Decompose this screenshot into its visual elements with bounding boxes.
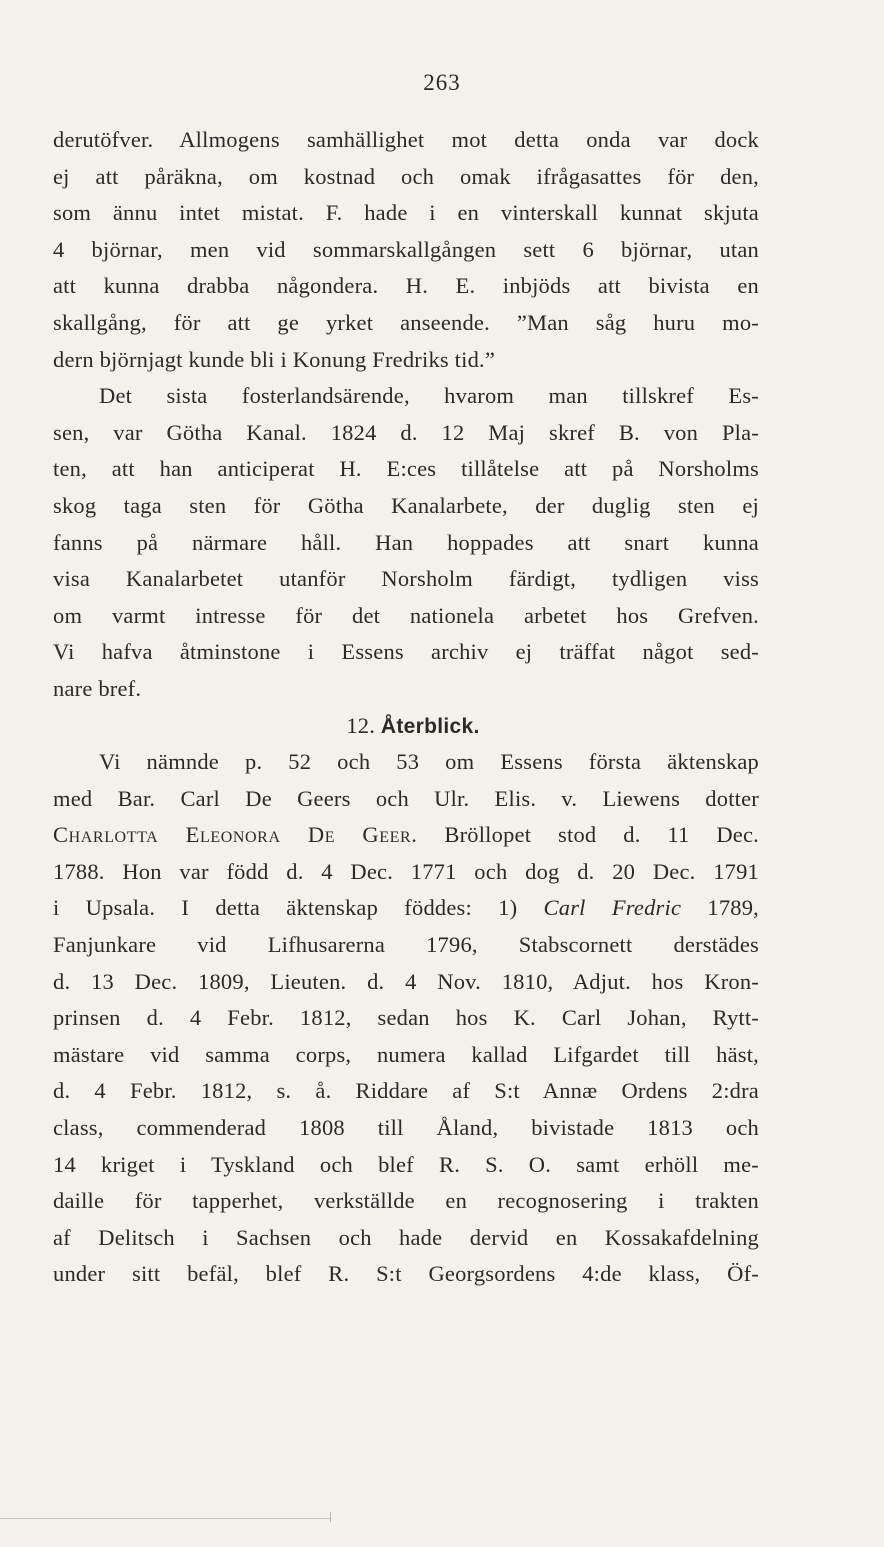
- text-line: 1788. Hon var född d. 4 Dec. 1771 och dog d. 20 Dec. 1791: [53, 858, 759, 884]
- text-line: dern björnjagt kunde bli i Konung Fredriks tid.”: [53, 346, 496, 372]
- text-line: skog taga sten för Götha Kanalarbete, der duglig sten ej: [53, 492, 759, 518]
- text-line: 14 kriget i Tyskland och blef R. S. O. samt erhöll me-: [53, 1151, 759, 1177]
- text-line: Det sista fosterlandsärende, hvarom man tillskref Es-: [99, 383, 759, 409]
- text-line: ej att påräkna, om kostnad och omak ifrågasattes för den,: [53, 163, 759, 189]
- text-line: d. 13 Dec. 1809, Lieuten. d. 4 Nov. 1810, Adjut. hos Kron-: [53, 968, 759, 994]
- text-line: med Bar. Carl De Geers och Ulr. Elis. v. Liewens dotter: [53, 785, 759, 811]
- text-line: derutöfver. Allmogens samhällighet mot detta onda var dock: [53, 127, 759, 152]
- text-line: som ännu intet mistat. F. hade i en vinterskall kunnat skjuta: [53, 200, 759, 226]
- text-line: mästare vid samma corps, numera kallad Lifgardet till häst,: [53, 1041, 759, 1067]
- section-heading: [53, 708, 759, 745]
- text-line: d. 4 Febr. 1812, s. å. Riddare af S:t Annæ Ordens 2:dra: [53, 1078, 759, 1104]
- text-line: under sitt befäl, blef R. S:t Georgsordens 4:de klass, Öf-: [53, 1261, 759, 1287]
- person-name: Charlotta Eleonora De Geer.: [53, 822, 418, 848]
- text-line: Vi nämnde p. 52 och 53 om Essens första äktenskap: [99, 749, 759, 775]
- text-line: prinsen d. 4 Febr. 1812, sedan hos K. Carl Johan, Rytt-: [53, 1005, 759, 1031]
- text-line: Charlotta Eleonora De Geer. Bröllopet stod d. 11 Dec.: [53, 822, 759, 848]
- text-line: i Upsala. I detta äktenskap föddes: 1) Carl Fredric 1789,: [53, 895, 759, 921]
- text-line: af Delitsch i Sachsen och hade dervid en Kossakafdelning: [53, 1224, 759, 1250]
- text-line: Vi hafva åtminstone i Essens archiv ej träffat något sed-: [53, 639, 759, 665]
- text-line: ten, att han anticiperat H. E:ces tillåtelse att på Norsholms: [53, 456, 759, 482]
- text-line: att kunna drabba någondera. H. E. inbjöds att bivista en: [53, 273, 759, 299]
- scan-edge-rule: [0, 1518, 330, 1519]
- page-number: 263: [423, 70, 461, 95]
- person-name: Carl Fredric: [543, 895, 682, 921]
- section-title: Återblick.: [380, 714, 480, 738]
- text-line: 4 björnar, men vid sommarskallgången sett 6 björnar, utan: [53, 236, 759, 262]
- text-line: class, commenderad 1808 till Åland, bivistade 1813 och: [53, 1115, 759, 1141]
- text-line: sen, var Götha Kanal. 1824 d. 12 Maj skref B. von Pla-: [53, 419, 759, 445]
- text-line: daille för tapperhet, verkställde en recognosering i trakten: [53, 1188, 759, 1214]
- text-line: nare bref.: [53, 675, 142, 701]
- body-text: [53, 122, 759, 1293]
- scan-edge-tick: [330, 1512, 331, 1522]
- text-line: om varmt intresse för det nationela arbetet hos Grefven.: [53, 602, 759, 628]
- section-number: 12.: [346, 712, 376, 738]
- text-line: visa Kanalarbetet utanför Norsholm färdigt, tydligen viss: [53, 566, 759, 592]
- text-line: Fanjunkare vid Lifhusarerna 1796, Stabscornett derstädes: [53, 932, 759, 958]
- text-line: fanns på närmare håll. Han hoppades att snart kunna: [53, 529, 759, 555]
- text-line: skallgång, för att ge yrket anseende. ”Man såg huru mo-: [53, 309, 759, 335]
